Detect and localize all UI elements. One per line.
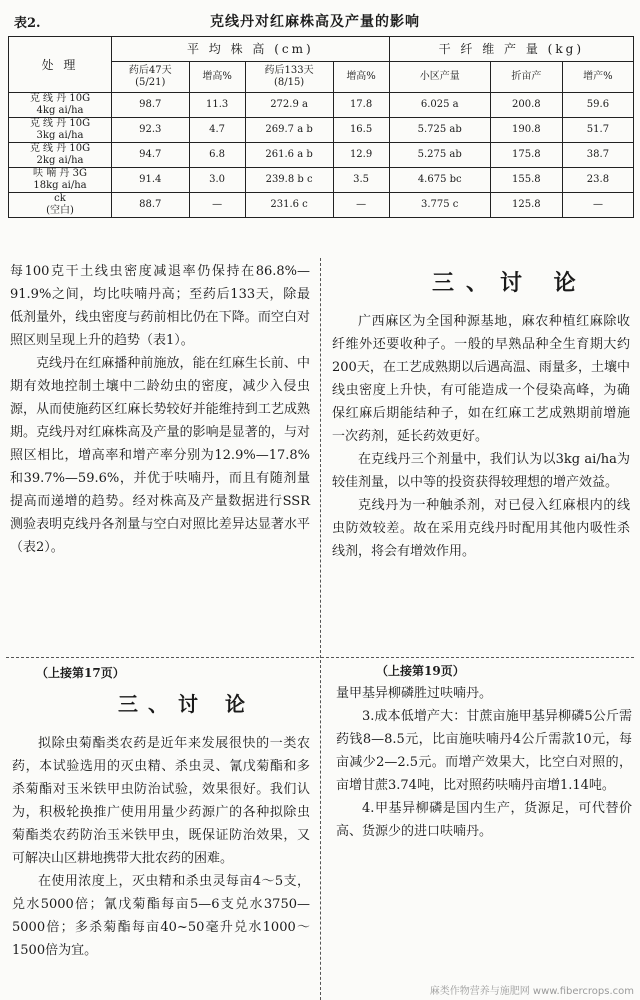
value-cell: 175.8 bbox=[490, 143, 562, 168]
value-cell: 125.8 bbox=[490, 193, 562, 218]
value-cell: 17.8 bbox=[333, 93, 389, 118]
value-cell: 51.7 bbox=[562, 118, 633, 143]
value-cell: 6.025 a bbox=[389, 93, 490, 118]
section-heading-discussion: 三、讨 论 bbox=[432, 270, 588, 296]
treatment-cell: 克 线 丹 10G 4kg ai/ha bbox=[9, 93, 112, 118]
value-cell: 4.675 bc bbox=[389, 168, 490, 193]
value-cell: 4.7 bbox=[189, 118, 245, 143]
value-cell: 190.8 bbox=[490, 118, 562, 143]
value-cell: — bbox=[562, 193, 633, 218]
table-row bbox=[9, 143, 634, 168]
value-cell: 92.3 bbox=[112, 118, 190, 143]
value-cell: 261.6 a b bbox=[245, 143, 333, 168]
section-heading-discussion-lower: 三、讨 论 bbox=[118, 692, 255, 716]
height-group-header: 平 均 株 高 (cm) bbox=[112, 37, 390, 62]
paragraph: 克线丹为一种触杀剂，对已侵入红麻根内的线虫防效较差。故在采用克线丹时配用其他内吸性杀线剂，将会有增效作用。 bbox=[332, 498, 630, 559]
sub-header: 药后133天 (8/15) bbox=[245, 62, 333, 93]
sub-header: 折亩产 bbox=[490, 62, 562, 93]
right-column-text bbox=[332, 310, 630, 563]
value-cell: 155.8 bbox=[490, 168, 562, 193]
value-cell: 11.3 bbox=[189, 93, 245, 118]
value-cell: 6.8 bbox=[189, 143, 245, 168]
value-cell: 5.725 ab bbox=[389, 118, 490, 143]
sub-header: 增高% bbox=[189, 62, 245, 93]
sub-header: 增高% bbox=[333, 62, 389, 93]
value-cell: 5.275 ab bbox=[389, 143, 490, 168]
treatment-cell: ck (空白) bbox=[9, 193, 112, 218]
table-row bbox=[9, 118, 634, 143]
value-cell: 16.5 bbox=[333, 118, 389, 143]
column-divider bbox=[320, 660, 321, 1000]
value-cell: 23.8 bbox=[562, 168, 633, 193]
treatment-header: 处 理 bbox=[9, 37, 112, 93]
value-cell: — bbox=[189, 193, 245, 218]
treatment-cell: 克 线 丹 10G 3kg ai/ha bbox=[9, 118, 112, 143]
sub-header: 药后47天 (5/21) bbox=[112, 62, 190, 93]
sub-header: 小区产量 bbox=[389, 62, 490, 93]
yield-group-header: 干 纤 维 产 量 (kg) bbox=[389, 37, 633, 62]
paragraph: 3.成本低增产大：甘蔗亩施甲基异柳磷5公斤需药钱8—8.5元，比亩施呋喃丹4公斤需款10元，每亩减少2—2.5元。而增产效果大，比空白对照的，亩增甘蔗3.74吨，比对照药呋喃丹亩增1.14吨。 bbox=[336, 709, 632, 793]
table-number: 表2. bbox=[14, 16, 41, 31]
paragraph: 量甲基异柳磷胜过呋喃丹。 bbox=[336, 686, 493, 701]
section-divider bbox=[6, 657, 634, 658]
data-table bbox=[8, 36, 634, 218]
paragraph: 克线丹在红麻播种前施放，能在红麻生长前、中期有效地控制土壤中二龄幼虫的密度，减少入侵虫源，从而使施药区红麻长势较好并能维持到工艺成熟期。克线丹对红麻株高及产量的影响是显著的，与对照区相比，增高率和增产率分别为12.9%—17.8%和39.7%—59.6%，并优于呋喃丹，而且有随剂量提高而递增的趋势。经对株高及产量数据进行SSR测验表明克线丹各剂量与空白对照比差异达显著水平（表2）。 bbox=[10, 356, 310, 555]
table-row bbox=[9, 168, 634, 193]
value-cell: 38.7 bbox=[562, 143, 633, 168]
left-column-text bbox=[10, 260, 310, 559]
value-cell: 12.9 bbox=[333, 143, 389, 168]
value-cell: 3.0 bbox=[189, 168, 245, 193]
continued-note: （上接第19页） bbox=[376, 664, 465, 678]
value-cell: — bbox=[333, 193, 389, 218]
value-cell: 269.7 a b bbox=[245, 118, 333, 143]
lower-right-text bbox=[336, 682, 632, 843]
value-cell: 94.7 bbox=[112, 143, 190, 168]
value-cell: 91.4 bbox=[112, 168, 190, 193]
paragraph: 在使用浓度上，灭虫精和杀虫灵每亩4～5支，兑水5000倍；氰戊菊酯每亩5—6支兑水3750—5000倍；多杀菊酯每亩40~50毫升兑水1000～1500倍为宜。 bbox=[12, 874, 310, 958]
value-cell: 88.7 bbox=[112, 193, 190, 218]
value-cell: 3.775 c bbox=[389, 193, 490, 218]
paragraph: 4.甲基异柳磷是国内生产，货源足，可代替价高、货源少的进口呋喃丹。 bbox=[336, 801, 632, 839]
treatment-cell: 克 线 丹 10G 2kg ai/ha bbox=[9, 143, 112, 168]
continued-note: （上接第17页） bbox=[36, 666, 125, 680]
treatment-cell: 呋 喃 丹 3G 18kg ai/ha bbox=[9, 168, 112, 193]
value-cell: 272.9 a bbox=[245, 93, 333, 118]
watermark: 麻类作物营养与施肥网 www.fibercrops.com bbox=[429, 986, 634, 997]
value-cell: 98.7 bbox=[112, 93, 190, 118]
sub-header: 增产% bbox=[562, 62, 633, 93]
value-cell: 231.6 c bbox=[245, 193, 333, 218]
paragraph: 拟除虫菊酯类农药是近年来发展很快的一类农药，本试验选用的灭虫精、杀虫灵、氰戊菊酯和多杀菊酯对玉米铁甲虫防治试验，效果很好。我们认为，积极轮换推广使用用量少药源广的各种拟除虫菊酯类农药防治玉米铁甲虫，既保证防治效果，又可解决山区耕地携带大批农药的困难。 bbox=[12, 736, 310, 866]
table-title: 克线丹对红麻株高及产量的影响 bbox=[210, 14, 420, 30]
value-cell: 239.8 b c bbox=[245, 168, 333, 193]
lower-left-text bbox=[12, 732, 310, 962]
value-cell: 200.8 bbox=[490, 93, 562, 118]
table-row bbox=[9, 93, 634, 118]
paragraph: 每100克干土线虫密度减退率仍保持在86.8%—91.9%之间，均比呋喃丹高；至药后133天，除最低剂量外，线虫密度与药前相比仍在下降。而空白对照区则呈现上升的趋势（表1）。 bbox=[10, 264, 310, 348]
value-cell: 59.6 bbox=[562, 93, 633, 118]
column-divider bbox=[320, 258, 321, 658]
paragraph: 在克线丹三个剂量中，我们认为以3kg ai/ha为较佳剂量，以中等的投资获得较理想的增产效益。 bbox=[332, 452, 630, 490]
table-row bbox=[9, 193, 634, 218]
paragraph: 广西麻区为全国种源基地，麻农种植红麻除收纤维外还要收种子。一般的早熟品种全生育期大约200天，在工艺成熟期以后遇高温、雨量多，土壤中线虫密度上升快，有可能造成一个侵染高峰，为确保红麻后期能结种子，如在红麻工艺成熟期前增施一次药剂，延长药效更好。 bbox=[332, 314, 630, 444]
value-cell: 3.5 bbox=[333, 168, 389, 193]
